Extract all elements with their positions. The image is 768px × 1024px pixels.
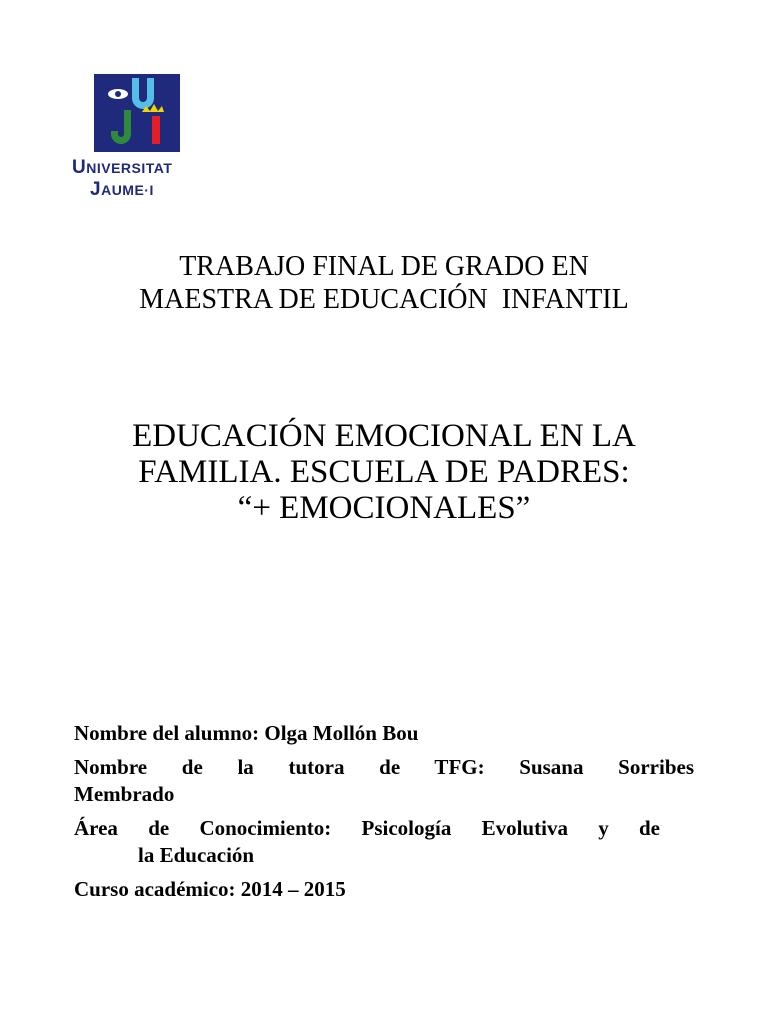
degree-line-2: MAESTRA DE EDUCACIÓN INFANTIL — [139, 284, 629, 315]
area-word: de — [638, 816, 660, 840]
thesis-title — [60, 418, 708, 526]
area-word: Psicología — [361, 816, 452, 840]
tutor-name — [74, 754, 694, 808]
student-name: Nombre del alumno: Olga Mollón Bou — [74, 721, 419, 745]
area-line-2: la Educación — [138, 843, 255, 867]
logo-line-jaume: JAUME·I — [90, 179, 154, 200]
degree-line-1: TRABAJO FINAL DE GRADO EN — [179, 251, 589, 282]
logo-line-universitat: UNIVERSITAT — [72, 157, 173, 178]
area-word: Evolutiva — [481, 816, 568, 840]
university-emblem-icon — [72, 72, 182, 154]
tutor-line-1: Nombre de la tutora de TFG: Susana Sorribes — [74, 755, 694, 779]
degree-heading — [60, 250, 708, 316]
author-info — [74, 720, 694, 910]
area-word: Conocimiento: — [199, 816, 332, 840]
university-name — [72, 158, 212, 199]
tutor-line-2: Membrado — [74, 782, 175, 806]
knowledge-area — [74, 815, 694, 869]
area-line-1 — [74, 815, 660, 842]
title-line-2: FAMILIA. ESCUELA DE PADRES: — [138, 454, 630, 490]
area-word: de — [148, 816, 170, 840]
title-line-3: “+ EMOCIONALES” — [237, 490, 531, 526]
academic-year: Curso académico: 2014 – 2015 — [74, 877, 346, 901]
area-word: y — [598, 816, 609, 840]
area-word: Área — [74, 816, 118, 840]
title-line-1: EDUCACIÓN EMOCIONAL EN LA — [132, 418, 636, 454]
university-logo — [72, 72, 212, 202]
